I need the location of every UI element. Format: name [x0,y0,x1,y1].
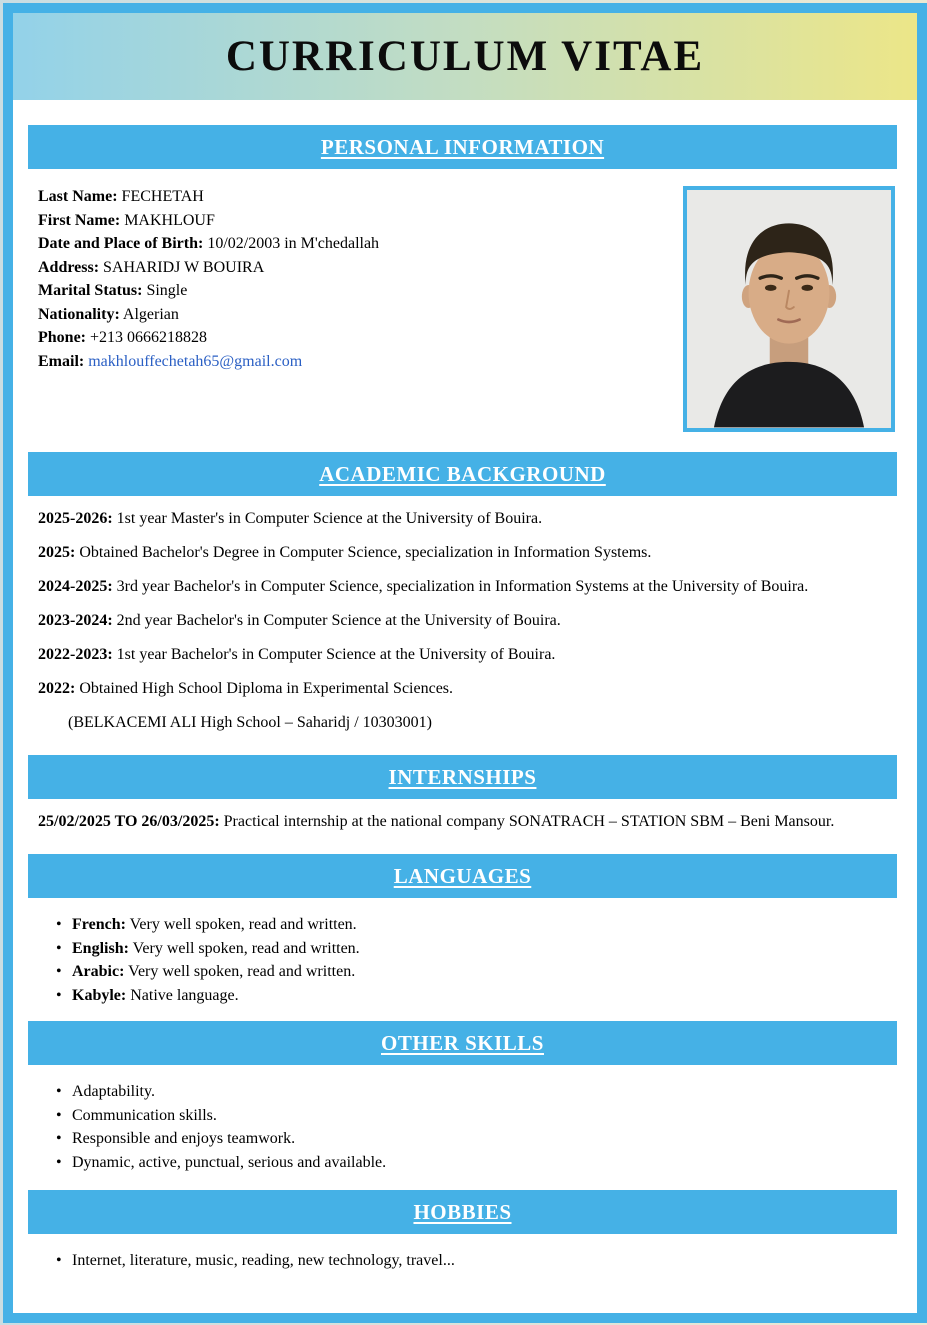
skill-text: Dynamic, active, punctual, serious and available. [72,1153,387,1171]
section-header-internships [28,755,897,799]
skill-item [56,1151,897,1175]
languages-list [28,913,897,1007]
field-label: Last Name: [38,188,118,205]
other-skills-list [28,1080,897,1174]
personal-section [28,169,897,432]
skill-text: Communication skills. [72,1106,217,1124]
field-label: Address: [38,258,100,276]
header-banner [13,13,917,100]
section-header-other-skills [28,1021,897,1065]
language-label: French: [72,916,126,933]
personal-field [38,326,379,350]
section-header-personal-information [28,125,897,169]
personal-field [38,303,379,327]
section-title: INTERNSHIPS [388,764,537,789]
field-label: First Name: [38,211,121,229]
language-text: Very well spoken, read and written. [132,939,360,957]
skill-text: Adaptability. [72,1083,155,1100]
field-value: FECHETAH [121,188,204,205]
page-title: CURRICULUM VITAE [225,33,705,80]
field-label: Marital Status: [38,282,143,299]
entry-label: 2023-2024: [38,612,113,629]
field-value: SAHARIDJ W BOUIRA [103,258,265,276]
field-value: +213 0666218828 [90,329,208,346]
language-label: English: [72,939,129,957]
language-item [56,913,897,937]
hobby-text: Internet, literature, music, reading, new technology, travel... [72,1252,455,1269]
section-header-hobbies [28,1190,897,1234]
field-label: Phone: [38,329,86,346]
entry-label: 2025-2026: [38,510,113,527]
section-title: PERSONAL INFORMATION [320,134,605,159]
academic-note: (BELKACEMI ALI High School – Saharidj / 10303001) [68,714,432,731]
personal-field [38,185,379,209]
entry-text: Practical internship at the national company SONATRACH – STATION SBM – Beni Mansour. [223,813,835,830]
section-title: LANGUAGES [393,863,532,888]
entry-text: Obtained Bachelor's Degree in Computer Science, specialization in Information Systems. [79,544,652,561]
field-value: Algerian [122,305,179,323]
academic-entry [38,645,897,665]
entry-label: 2024-2025: [38,578,113,595]
language-item [56,937,897,961]
field-value: Single [146,282,188,299]
language-item [56,984,897,1008]
academic-entries [28,509,897,699]
entry-label: 2022: [38,680,76,697]
entry-text: Obtained High School Diploma in Experimental Sciences. [79,680,454,697]
entry-text: 3rd year Bachelor's in Computer Science, specialization in Information Systems at the University of Bouira. [116,578,809,595]
content [13,125,917,1273]
entry-text: 1st year Bachelor's in Computer Science at the University of Bouira. [116,646,556,663]
academic-entry [38,679,897,699]
personal-field [38,256,379,280]
internship-entry [38,812,897,832]
email-link[interactable]: makhlouffechetah65@gmail.com [88,352,303,370]
personal-field [38,279,379,303]
academic-entry [38,509,897,529]
language-text: Native language. [130,986,239,1004]
personal-field [38,350,379,374]
language-label: Kabyle: [72,986,127,1004]
entry-text: 1st year Master's in Computer Science at the University of Bouira. [116,510,543,527]
field-value: 10/02/2003 in M'chedallah [207,235,380,252]
personal-field [38,232,379,256]
section-header-languages [28,854,897,898]
cv-page [3,3,927,1323]
section-title: HOBBIES [413,1199,512,1224]
hobby-item [56,1249,897,1273]
field-value: MAKHLOUF [124,211,215,229]
personal-fields [28,185,379,373]
entry-label: 2022-2023: [38,646,113,663]
field-label: Date and Place of Birth: [38,235,204,252]
personal-field [38,209,379,233]
academic-entry [38,577,897,597]
section-title: OTHER SKILLS [381,1030,544,1055]
hobbies-list [28,1249,897,1273]
entry-text: 2nd year Bachelor's in Computer Science at the University of Bouira. [116,612,561,629]
language-text: Very well spoken, read and written. [128,963,356,980]
skill-item [56,1104,897,1128]
skill-text: Responsible and enjoys teamwork. [72,1130,296,1147]
entry-label: 25/02/2025 TO 26/03/2025: [38,813,220,830]
section-header-academic-background [28,452,897,496]
internship-entries [28,812,897,832]
field-label: Nationality: [38,305,120,323]
entry-label: 2025: [38,544,76,561]
skill-item [56,1127,897,1151]
language-label: Arabic: [72,963,125,980]
portrait-photo [683,186,895,432]
skill-item [56,1080,897,1104]
academic-entry [38,543,897,563]
language-item [56,960,897,984]
academic-entry [38,611,897,631]
portrait-photo-drawing [687,190,891,428]
language-text: Very well spoken, read and written. [129,916,357,933]
field-label: Email: [38,352,85,370]
section-title: ACADEMIC BACKGROUND [319,461,606,486]
